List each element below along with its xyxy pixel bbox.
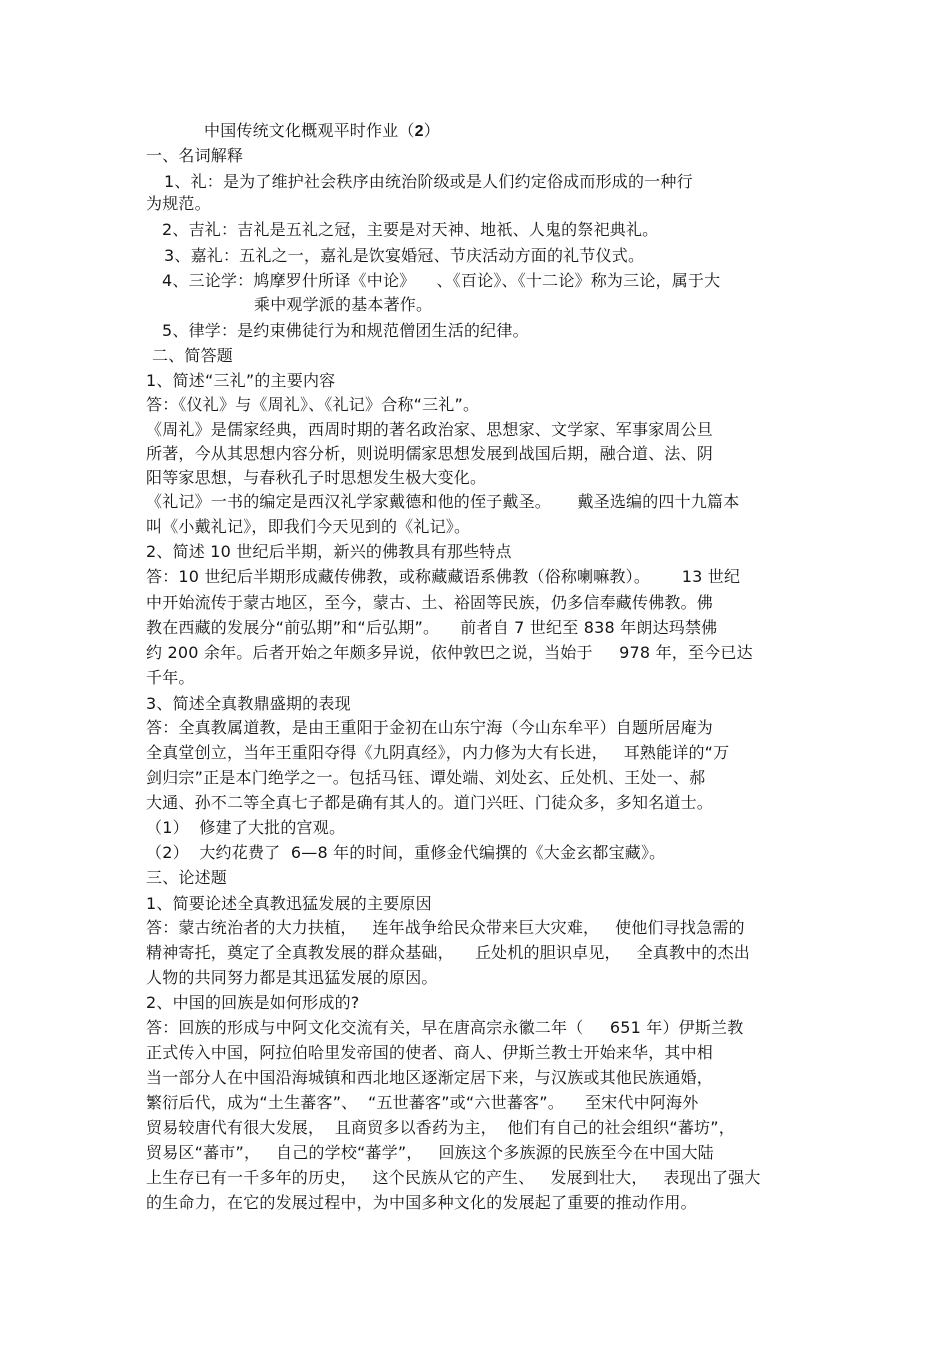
answer-2-line-2: 中开始流传于蒙古地区，至今，蒙古、土、裕固等民族，仍多信奉藏传佛教。佛 [146, 593, 714, 612]
answer-3-item-2: （2） 大约花费了 6—8 年的时间，重修金代编撰的《大金玄都宝藏》。 [146, 843, 666, 862]
essay-1: 1、简要论述全真教迅猛发展的主要原因 [146, 894, 432, 913]
section-heading-2: 二、简答题 [152, 346, 234, 365]
essay-2: 2、中国的回族是如何形成的? [146, 993, 360, 1012]
document-title [204, 120, 440, 143]
essay-2-line-7: 上生存已有一千多年的历史， 这个民族从它的产生、 发展到壮大， 表现出了强大 [146, 1168, 761, 1187]
section-heading-3: 三、论述题 [146, 868, 228, 887]
answer-2-line-3: 教在西藏的发展分“前弘期”和“后弘期”。 前者自 7 世纪至 838 年朗达玛禁佛 [146, 618, 718, 637]
essay-2-line-3: 当一部分人在中国沿海城镇和西北地区逐渐定居下来，与汉族或其他民族通婚， [146, 1068, 714, 1087]
term-5: 5、律学：是约束佛徒行为和规范僧团生活的纪律。 [162, 321, 529, 340]
question-1: 1、简述“三礼”的主要内容 [146, 371, 336, 390]
answer-1-line-1: 答：《仪礼》与《周礼》、《礼记》合称“三礼”。 [146, 395, 480, 414]
answer-3-line-1: 答：全真教属道教，是由王重阳于金初在山东宁海（今山东牟平）自题所居庵为 [146, 718, 714, 737]
term-1-line-2: 为规范。 [146, 194, 211, 213]
essay-1-line-2: 精神寄托，奠定了全真教发展的群众基础， 丘处机的胆识卓见， 全真教中的杰出 [146, 943, 751, 962]
answer-3-item-1: （1） 修建了大批的宫观。 [146, 818, 346, 837]
answer-2-line-4: 约 200 余年。后者开始之年颇多异说，依仲敦巴之说，当始于 978 年，至今已达 [146, 643, 753, 662]
term-3: 3、嘉礼：五礼之一，嘉礼是饮宴婚冠、节庆活动方面的礼节仪式。 [164, 246, 645, 265]
answer-1-line-5: 《礼记》一书的编定是西汉礼学家戴德和他的侄子戴圣。 戴圣选编的四十九篇本 [146, 492, 740, 511]
answer-1-line-6: 叫《小戴礼记》，即我们今天见到的《礼记》。 [146, 517, 471, 536]
title-close: ） [423, 121, 440, 140]
essay-2-line-8: 的生命力，在它的发展过程中，为中国多种文化的发展起了重要的推动作用。 [146, 1193, 697, 1212]
answer-1-line-4: 阳等家思想，与春秋孔子时思想发生极大变化。 [146, 468, 487, 487]
essay-2-line-5: 贸易较唐代有很大发展， 且商贸多以香药为主， 他们有自己的社会组织“蕃坊”， [146, 1118, 735, 1137]
essay-2-line-4: 繁衍后代，成为“土生蕃客”、 “五世蕃客”或“六世蕃客”。 至宋代中阿海外 [146, 1093, 699, 1112]
answer-3-line-4: 大通、孙不二等全真七子都是确有其人的。道门兴旺、门徒众多，多知名道士。 [146, 793, 714, 812]
essay-2-line-6: 贸易区“蕃市”， 自己的学校“蕃学”， 回族这个多族源的民族至今在中国大陆 [146, 1143, 714, 1162]
term-1-line-1: 1、礼：是为了维护社会秩序由统治阶级或是人们约定俗成而形成的一种行 [164, 172, 693, 191]
answer-2-line-5: 千年。 [146, 668, 195, 687]
term-4-line-1: 4、三论学：鸠摩罗什所译《中论》 、《百论》、《十二论》称为三论，属于大 [162, 271, 721, 290]
title-text: 中国传统文化概观平时作业（ [204, 121, 415, 140]
essay-2-line-1: 答：回族的形成与中阿文化交流有关，早在唐高宗永徽二年（ 651 年）伊斯兰教 [146, 1018, 744, 1037]
answer-2-line-1: 答：10 世纪后半期形成藏传佛教，或称藏藏语系佛教（俗称喇嘛教）。 13 世纪 [146, 567, 741, 586]
answer-3-line-3: 剑归宗”正是本门绝学之一。包括马钰、谭处端、刘处玄、丘处机、王处一、郝 [146, 768, 706, 787]
answer-1-line-2: 《周礼》是儒家经典，西周时期的著名政治家、思想家、文学家、军事家周公旦 [146, 420, 714, 439]
question-2: 2、简述 10 世纪后半期，新兴的佛教具有那些特点 [146, 542, 512, 561]
essay-1-line-1: 答：蒙古统治者的大力扶植， 连年战争给民众带来巨大灾难， 使他们寻找急需的 [146, 918, 745, 937]
term-2: 2、吉礼：吉礼是五礼之冠，主要是对天神、地祇、人鬼的祭祀典礼。 [162, 220, 659, 239]
question-3: 3、简述全真教鼎盛期的表现 [146, 694, 351, 713]
essay-1-line-3: 人物的共同努力都是其迅猛发展的原因。 [146, 968, 438, 987]
essay-2-line-2: 正式传入中国，阿拉伯哈里发帝国的使者、商人、伊斯兰教士开始来华，其中相 [146, 1043, 714, 1062]
term-4-line-2: 乘中观学派的基本著作。 [254, 295, 433, 314]
section-heading-1: 一、名词解释 [146, 146, 244, 165]
answer-3-line-2: 全真堂创立，当年王重阳夺得《九阴真经》，内力修为大有长进， 耳熟能详的“万 [146, 743, 730, 762]
answer-1-line-3: 所著，今从其思想内容分析，则说明儒家思想发展到战国后期，融合道、法、阴 [146, 444, 714, 463]
title-number: 2 [414, 123, 424, 140]
